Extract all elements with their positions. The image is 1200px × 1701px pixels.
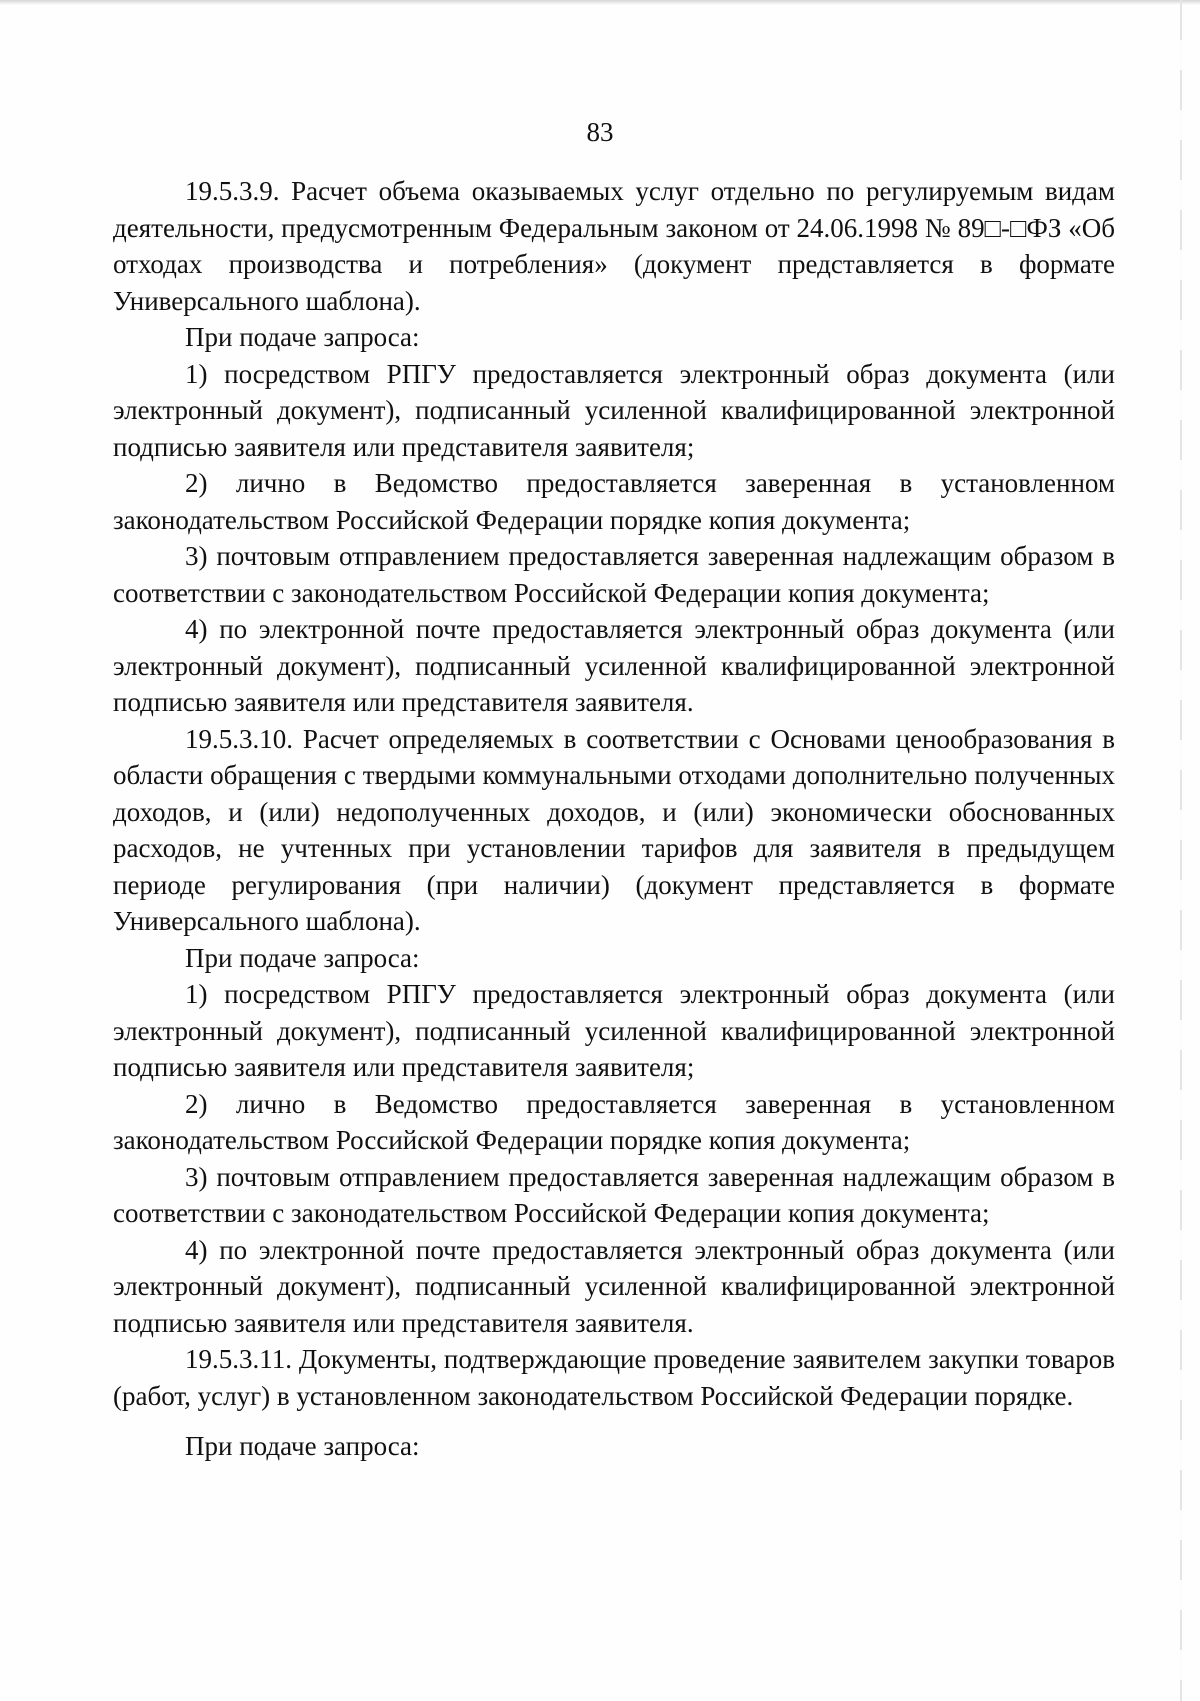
paragraph-item-1: 1) посредством РПГУ предоставляется электронный образ документа (или электронный документ), подписанный усиленной квалифицированной электронной подписью заявителя или представителя заявителя; bbox=[113, 358, 1115, 462]
paragraph-item-4: 4) по электронной почте предоставляется электронный образ документа (или электронный документ), подписанный усиленной квалифицированной электронной подписью заявителя или представителя заявителя. bbox=[113, 614, 1115, 717]
scan-shadow bbox=[0, 0, 1200, 5]
paragraph-request-heading: При подаче запроса: bbox=[185, 322, 420, 352]
paragraph-request-heading: При подаче запроса: bbox=[185, 1431, 420, 1461]
document-body bbox=[113, 173, 1115, 1465]
paragraph-request-heading: При подаче запроса: bbox=[185, 942, 420, 973]
paragraph-19-5-3-10: 19.5.3.10. Расчет определяемых в соответствии с Основами ценообразования в области обращения с твердыми коммунальными отходами дополнительно полученных доходов, и (или) недополученных доходов, и (или) экономически обоснованных расходов, не учтенных при установлении тарифов для заявителя в предыдущем периоде регулирования (при наличии) (документ представляется в формате Универсального шаблона). bbox=[113, 723, 1115, 936]
paragraph-item-2: 2) лично в Ведомство предоставляется заверенная в установленном законодательством Российской Федерации порядке копия документа; bbox=[113, 468, 1115, 535]
paragraph-item-4: 4) по электронной почте предоставляется электронный образ документа (или электронный документ), подписанный усиленной квалифицированной электронной подписью заявителя или представителя заявителя. bbox=[113, 1234, 1115, 1338]
paragraph-item-2: 2) лично в Ведомство предоставляется заверенная в установленном законодательством Российской Федерации порядке копия документа; bbox=[113, 1088, 1115, 1155]
page-number: 83 bbox=[586, 117, 614, 147]
paragraph-item-3: 3) почтовым отправлением предоставляется заверенная надлежащим образом в соответствии с законодательством Российской Федерации копия документа; bbox=[113, 541, 1115, 608]
paragraph-item-3: 3) почтовым отправлением предоставляется заверенная надлежащим образом в соответствии с законодательством Российской Федерации копия документа; bbox=[113, 1161, 1115, 1228]
paragraph-19-5-3-9: 19.5.3.9. Расчет объема оказываемых услуг отдельно по регулируемым видам деятельности, предусмотренным Федеральным законом от 24.06.1998 № 89□-□ФЗ «Об отходах производства и потребления» (документ представляется в формате Универсального шаблона). bbox=[113, 176, 1115, 316]
paragraph-19-5-3-11: 19.5.3.11. Документы, подтверждающие проведение заявителем закупки товаров (работ, услуг) в установленном законодательством Российской Федерации порядке. bbox=[113, 1344, 1115, 1411]
paragraph-item-1: 1) посредством РПГУ предоставляется электронный образ документа (или электронный документ), подписанный усиленной квалифицированной электронной подписью заявителя или представителя заявителя; bbox=[113, 979, 1115, 1082]
scan-edge bbox=[1180, 0, 1182, 1701]
